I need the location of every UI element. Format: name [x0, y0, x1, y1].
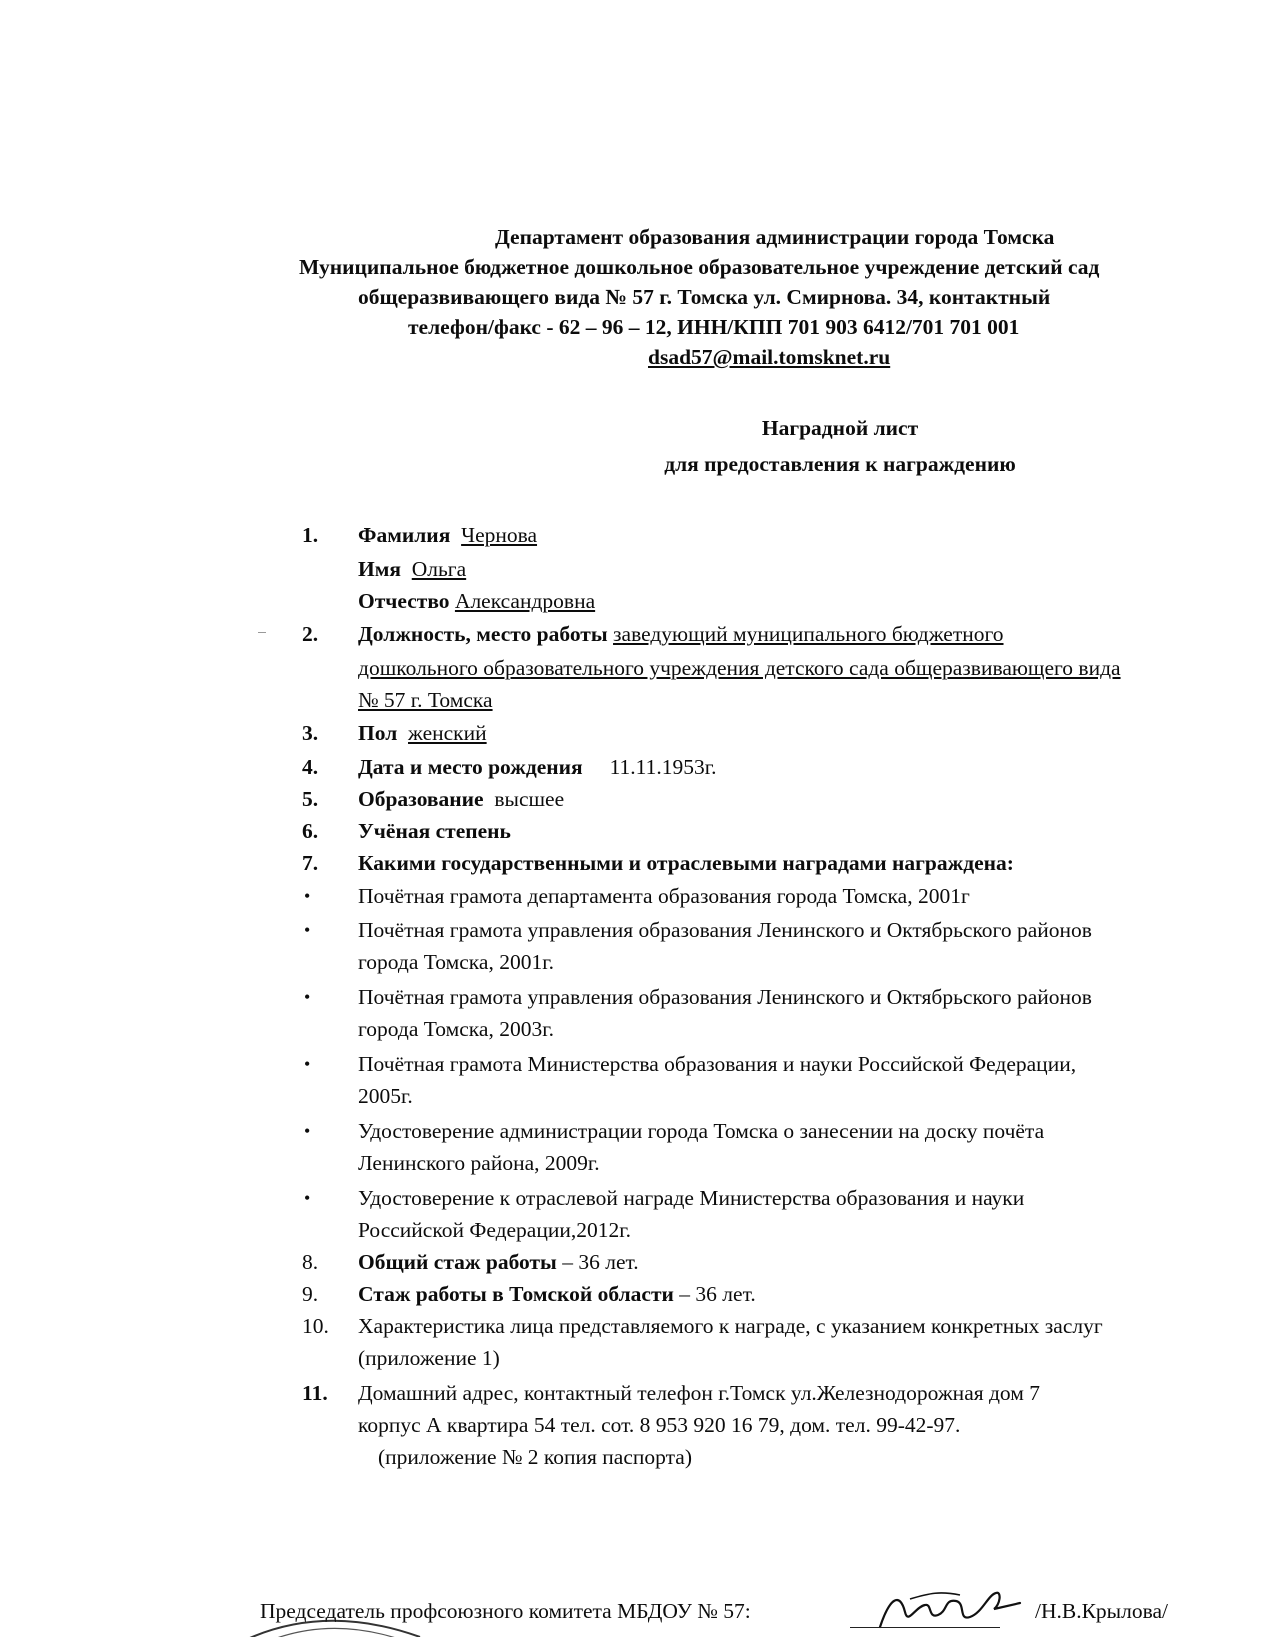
item-number: 5. [302, 787, 319, 811]
item-number: 10. [302, 1314, 329, 1338]
item-number: 11. [302, 1381, 328, 1405]
degree-label: Учёная степень [358, 819, 511, 843]
award-text: города Томска, 2003г. [358, 1017, 554, 1041]
address-text: корпус А квартира 54 тел. сот. 8 953 920 16 79, дом. тел. 99-42-97. [358, 1413, 961, 1437]
award-text: Почётная грамота управления образования Ленинского и Октябрьского районов [358, 985, 1092, 1009]
bullet-icon: • [304, 1188, 311, 1208]
letterhead [255, 222, 1275, 372]
institution-contacts: телефон/факс - 62 – 96 – 12, ИНН/КПП 701 903 6412/701 701 001 [408, 315, 1020, 339]
award-entry [300, 1115, 1275, 1147]
item-number: 8. [302, 1250, 319, 1274]
institution-name: Муниципальное бюджетное дошкольное образовательное учреждение детский сад [299, 255, 1100, 279]
form-item-sex [300, 716, 1275, 751]
form-item-total-experience [300, 1246, 1275, 1278]
form-item-patronymic [300, 585, 1275, 617]
position-continuation [300, 652, 1275, 684]
document-subtitle: для предоставления к награждению [664, 452, 1016, 476]
award-entry [300, 1182, 1275, 1214]
total-experience-label: Общий стаж работы [358, 1250, 557, 1274]
name-label: Имя [358, 557, 401, 581]
award-continuation [300, 1080, 1275, 1112]
award-continuation [300, 1214, 1275, 1246]
awards-label: Какими государственными и отраслевыми наградами награждена: [358, 851, 1014, 875]
document-title: Наградной лист [761, 416, 919, 440]
award-text: 2005г. [358, 1084, 413, 1108]
position-value-line3: № 57 г. Томска [358, 688, 493, 712]
form-item-degree [300, 815, 1275, 847]
total-experience-value: – 36 лет. [562, 1250, 639, 1274]
form-item-position [300, 617, 1275, 652]
award-text: Почётная грамота Министерства образования и науки Российской Федерации, [358, 1052, 1077, 1076]
bullet-icon: • [304, 1121, 311, 1141]
birth-value: 11.11.1953г. [609, 755, 717, 779]
form-item-address [300, 1377, 1275, 1409]
award-text: Почётная грамота управления образования Ленинского и Октябрьского районов [358, 918, 1092, 942]
scan-mark [258, 632, 266, 633]
characteristic-appendix: (приложение 1) [358, 1346, 500, 1370]
position-continuation [300, 684, 1275, 716]
form-item-region-experience [300, 1278, 1275, 1310]
award-continuation [300, 1013, 1275, 1045]
form-item-education [300, 783, 1275, 815]
award-entry [300, 981, 1275, 1013]
item-number: 4. [302, 755, 319, 779]
sex-value: женский [408, 721, 487, 745]
award-text: Удостоверение к отраслевой награде Министерства образования и науки [358, 1186, 1025, 1210]
address-continuation [300, 1409, 1275, 1441]
award-continuation [300, 946, 1275, 978]
award-text: Российской Федерации,2012г. [358, 1218, 632, 1242]
award-text: Удостоверение администрации города Томска о занесении на доску почёта [358, 1119, 1045, 1143]
award-continuation [300, 1147, 1275, 1179]
characteristic-text: Характеристика лица представляемого к награде, с указанием конкретных заслуг [358, 1314, 1103, 1338]
surname-value: Чернова [461, 523, 538, 547]
bullet-icon: • [304, 920, 311, 940]
position-value-line2: дошкольного образовательного учреждения детского сада общеразвивающего вида [358, 656, 1121, 680]
birth-label: Дата и место рождения [358, 755, 583, 779]
signatory-name: /Н.В.Крылова/ [1035, 1599, 1168, 1623]
item-number: 3. [302, 721, 319, 745]
address-continuation [300, 1441, 1275, 1473]
position-label: Должность, место работы [358, 622, 608, 646]
institution-address: общеразвивающего вида № 57 г. Томска ул. Смирнова. 34, контактный [358, 285, 1051, 309]
characteristic-continuation [300, 1342, 1275, 1374]
department-name: Департамент образования администрации города Томска [495, 225, 1055, 249]
item-number: 9. [302, 1282, 319, 1306]
bullet-icon: • [304, 886, 311, 906]
education-value: высшее [494, 787, 565, 811]
award-entry [300, 879, 1275, 914]
form-item-awards [300, 847, 1275, 879]
form-item-birth [300, 751, 1275, 783]
position-value: заведующий муниципального бюджетного [613, 622, 1004, 646]
award-text: города Томска, 2001г. [358, 950, 554, 974]
award-text: Почётная грамота департамента образования города Томска, 2001г [358, 884, 970, 908]
item-number: 7. [302, 851, 319, 875]
patronymic-label: Отчество [358, 589, 450, 613]
award-entry [300, 914, 1275, 946]
item-number: 6. [302, 819, 319, 843]
form-item-name [300, 553, 1275, 585]
patronymic-value: Александровна [454, 589, 596, 613]
signatory-title: Председатель профсоюзного комитета МБДОУ № 57: [260, 1599, 751, 1623]
award-entry [300, 1048, 1275, 1080]
bullet-icon: • [304, 1054, 311, 1074]
award-text: Ленинского района, 2009г. [358, 1151, 600, 1175]
passport-appendix: (приложение № 2 копия паспорта) [378, 1445, 692, 1469]
signature-block [230, 1587, 1275, 1637]
bullet-icon: • [304, 987, 311, 1007]
education-label: Образование [358, 787, 484, 811]
sex-label: Пол [358, 721, 398, 745]
form-item-characteristic [300, 1310, 1275, 1342]
address-text: Домашний адрес, контактный телефон г.Томск ул.Железнодорожная дом 7 [358, 1381, 1041, 1405]
signature-line [850, 1627, 1000, 1628]
surname-label: Фамилия [358, 523, 451, 547]
award-form [300, 518, 1275, 1473]
form-item-surname [300, 518, 1275, 553]
region-experience-label: Стаж работы в Томской области [358, 1282, 674, 1306]
institution-email[interactable]: dsad57@mail.tomsknet.ru [648, 345, 891, 369]
item-number: 1. [302, 523, 319, 547]
region-experience-value: – 36 лет. [679, 1282, 756, 1306]
item-number: 2. [302, 622, 319, 646]
name-value: Ольга [411, 557, 467, 581]
